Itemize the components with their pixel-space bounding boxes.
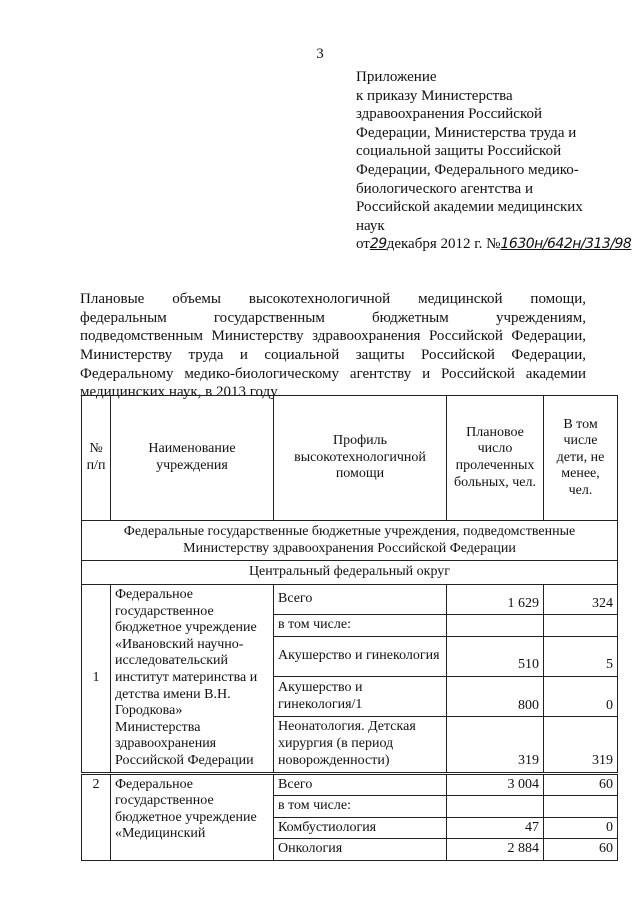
profile-cell: Акушерство и гинекология (274, 636, 447, 676)
planned-cell (447, 796, 544, 818)
district-row (82, 561, 618, 585)
title-line: Министерству труда и социальной защиты Российской Федерации, (80, 347, 586, 364)
profile-cell: Всего (274, 773, 447, 796)
profile-cell: Неонатология. Детская хирургия (в период новорожденности) (274, 717, 447, 773)
appendix-line: Российской академии медицинских (356, 199, 583, 216)
children-cell: 319 (544, 717, 618, 773)
children-cell: 60 (544, 839, 618, 861)
profile-cell: в том числе: (274, 796, 447, 818)
children-cell (544, 796, 618, 818)
planned-cell: 1 629 (447, 585, 544, 615)
institution-number: 1 (82, 585, 111, 774)
profile-cell: Комбустиология (274, 817, 447, 839)
planned-cell: 2 884 (447, 839, 544, 861)
institution-name: Федеральное государственное бюджетное учреждение «Медицинский (111, 773, 274, 860)
header-children: В том числе дети, не менее, чел. (544, 396, 618, 521)
handwritten-day: 29 (369, 236, 387, 253)
appendix-line: Приложение (356, 69, 437, 85)
header-name: Наименование учреждения (111, 396, 274, 521)
appendix-line: к приказу Министерства (356, 87, 513, 104)
volumes-table (81, 395, 618, 861)
profile-cell: в том числе: (274, 615, 447, 637)
date-text: декабря 2012 г. № (386, 236, 501, 253)
children-cell: 60 (544, 773, 618, 796)
planned-cell: 3 004 (447, 773, 544, 796)
children-cell: 5 (544, 636, 618, 676)
section-title: Федеральные государственные бюджетные учреждения, подведомственные Министерству здравоохранения Российской Федерации (82, 521, 618, 561)
appendix-block (356, 68, 632, 254)
order-date-line (356, 235, 632, 254)
children-cell (544, 615, 618, 637)
planned-cell: 510 (447, 636, 544, 676)
planned-cell: 47 (447, 817, 544, 839)
planned-cell (447, 615, 544, 637)
children-cell: 324 (544, 585, 618, 615)
title-line: Федеральному медико-биологическому агентству и Российской академии (80, 365, 586, 382)
planned-cell: 319 (447, 717, 544, 773)
header-num: № п/п (82, 396, 111, 521)
header-profile: Профиль высокотехнологичной помощи (274, 396, 447, 521)
title-line: подведомственным Министерству здравоохранения Российской Федерации, (80, 328, 586, 345)
planned-cell: 800 (447, 677, 544, 717)
handwritten-order-number: 1630н/642н/313/98 (500, 236, 632, 253)
institution-name: Федеральное государственное бюджетное учреждение «Ивановский научно-исследовательский институт материнства и детства имени В.Н. Городкова» Министерства здравоохранения Российской Федерации (111, 585, 274, 774)
table-header-row (82, 396, 618, 521)
appendix-line: Федерации, Министерства труда и (356, 124, 577, 141)
title-line: медицинских наук, в 2013 году (80, 384, 278, 401)
district-title: Центральный федеральный округ (82, 561, 618, 585)
appendix-line: Федерации, Федерального медико- (356, 161, 579, 178)
appendix-line: здравоохранения Российской (356, 106, 543, 123)
children-cell: 0 (544, 677, 618, 717)
profile-cell: Акушерство и гинекология/1 (274, 677, 447, 717)
document-title (80, 290, 586, 402)
title-line: федеральным государственным бюджетным учреждениям, (80, 309, 586, 326)
section-row (82, 521, 618, 561)
appendix-line: биологического агентства и (356, 180, 533, 197)
profile-cell: Всего (274, 585, 447, 615)
header-planned: Плановое число пролеченных больных, чел. (447, 396, 544, 521)
date-prefix: от (356, 236, 370, 253)
appendix-line: наук (356, 217, 385, 234)
title-line: Плановые объемы высокотехнологичной медицинской помощи, (80, 291, 586, 307)
profile-cell: Онкология (274, 839, 447, 861)
children-cell: 0 (544, 817, 618, 839)
appendix-line: социальной защиты Российской (356, 143, 562, 160)
table-row (82, 773, 618, 796)
institution-number: 2 (82, 773, 111, 860)
page-number: 3 (316, 46, 324, 62)
table-row (82, 585, 618, 615)
